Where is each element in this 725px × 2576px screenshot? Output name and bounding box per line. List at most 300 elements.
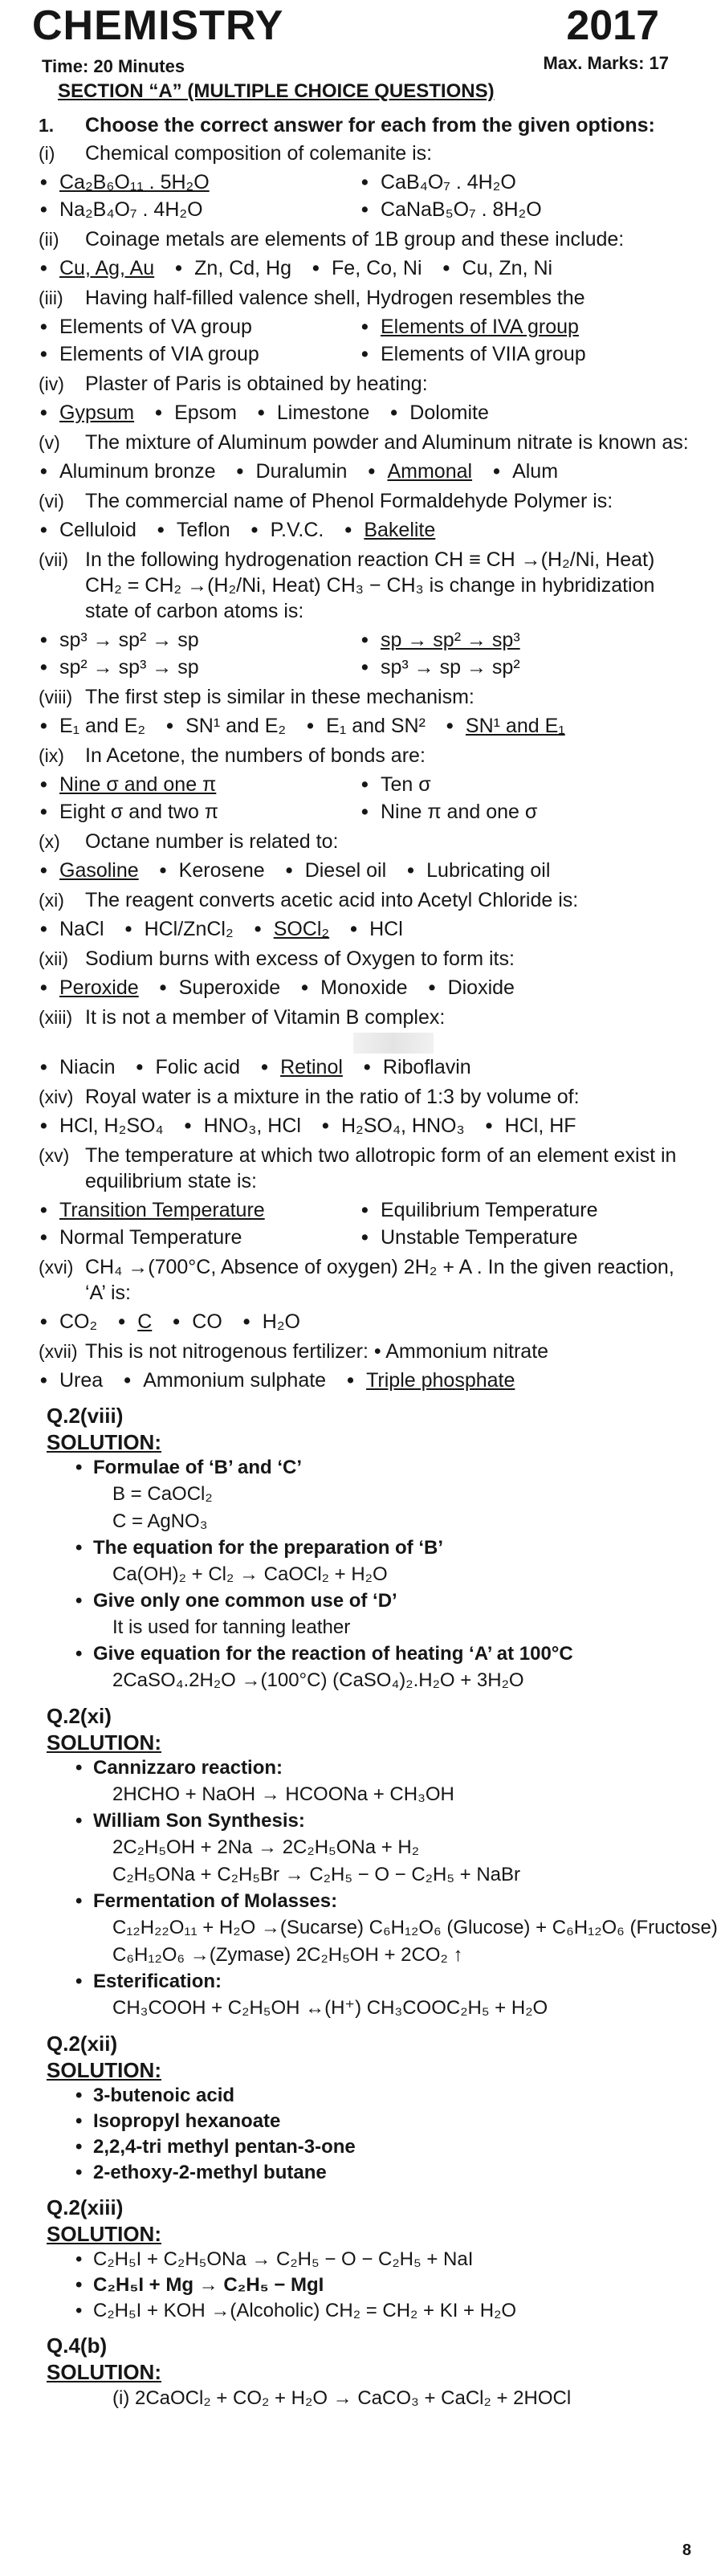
bullet-icon: •: [75, 1537, 83, 1559]
question-text: This is not nitrogenous fertilizer: • Ammonium nitrate: [85, 1340, 549, 1363]
correct-option-label: SOCl₂: [273, 918, 330, 940]
option-item: [173, 1308, 222, 1335]
bullet-icon: •: [485, 1115, 493, 1137]
option-item: [40, 1367, 103, 1394]
solution-text: Cannizzaro reaction:: [93, 1757, 283, 1779]
option-label: H₂O: [262, 1310, 300, 1333]
option-label: E₁ and SN²: [326, 715, 426, 737]
option-item: [124, 1367, 326, 1394]
bullet-icon: •: [40, 519, 47, 541]
bullet-icon: •: [442, 257, 450, 279]
bullet-icon: •: [361, 656, 369, 679]
mcq-question: [0, 829, 725, 854]
bullet-icon: •: [285, 859, 293, 882]
option-item: [40, 1054, 115, 1081]
correct-option-label: Triple phosphate: [366, 1369, 515, 1392]
question-text: Royal water is a mixture in the ratio of 1:3 by volume of:: [85, 1086, 580, 1108]
option-item: [443, 255, 553, 282]
option-label: Nine π and one σ: [381, 801, 538, 823]
mcq-question: [0, 547, 725, 624]
bullet-icon: •: [40, 859, 47, 882]
mcq-question: [0, 1005, 725, 1030]
solution-title: Q.2(xiii): [47, 2195, 124, 2219]
bullet-icon: •: [75, 2162, 83, 2183]
bullet-icon: •: [261, 1056, 268, 1078]
correct-option-label: Peroxide: [59, 976, 139, 999]
option-item: [312, 255, 422, 282]
question-text: The reagent converts acetic acid into Acetyl Chloride is:: [85, 889, 579, 911]
correct-option-label: Elements of IVA group: [381, 316, 579, 338]
correct-option-label: Ca₂B₆O₁₁ . 5H₂O: [59, 171, 210, 194]
option-label: HCl/ZnCl₂: [144, 918, 234, 940]
solution-equation: It is used for tanning leather: [112, 1616, 351, 1638]
option-item: [40, 974, 139, 1001]
question-number: (iii): [39, 287, 63, 308]
solution-equation: 2HCHO + NaOH → HCOONa + CH₃OH: [112, 1783, 454, 1805]
option-item: [364, 1054, 471, 1081]
exam-year: 2017: [566, 2, 659, 49]
bullet-icon: •: [159, 859, 167, 882]
option-item: [185, 1112, 301, 1139]
bullet-icon: •: [75, 2248, 83, 2270]
bullet-icon: •: [361, 773, 369, 796]
option-label: Teflon: [176, 519, 230, 541]
question-number: (viii): [39, 687, 73, 707]
option-item: [361, 1224, 682, 1251]
option-label: Ammonium sulphate: [143, 1369, 327, 1392]
option-item: [361, 196, 682, 223]
question-number: 1.: [39, 115, 55, 136]
option-label: Epsom: [174, 401, 237, 424]
bullet-icon: •: [124, 1369, 131, 1392]
option-item: [251, 516, 324, 544]
option-item: [361, 654, 682, 681]
page-number: 8: [682, 2541, 691, 2559]
bullet-icon: •: [75, 1757, 83, 1779]
option-label: Urea: [59, 1369, 104, 1392]
option-label: Dioxide: [447, 976, 515, 999]
option-label: CaB₄O₇ . 4H₂O: [381, 171, 516, 194]
solution-text: The equation for the preparation of ‘B’: [93, 1537, 444, 1559]
option-item: [258, 399, 369, 426]
correct-option-label: Transition Temperature: [59, 1199, 265, 1221]
solution-point: [0, 1755, 725, 1781]
smudge-mark: [353, 1033, 434, 1054]
solution-equation: (i) 2CaOCl₂ + CO₂ + H₂O → CaCO₃ + CaCl₂ + 2HOCl: [112, 2387, 572, 2409]
question-1: [0, 112, 725, 138]
max-marks: Max. Marks: 17: [543, 53, 669, 73]
page-content: [0, 112, 725, 2412]
bullet-icon: •: [307, 715, 314, 737]
option-label: Lubricating oil: [426, 859, 551, 882]
bullet-icon: •: [75, 1643, 83, 1665]
option-item: [40, 340, 361, 368]
bullet-icon: •: [40, 460, 47, 483]
solution-text: 2,2,4-tri methyl pentan-3-one: [93, 2136, 356, 2158]
option-item: [40, 1112, 164, 1139]
option-label: Diesel oil: [304, 859, 387, 882]
question-number: (v): [39, 432, 60, 453]
option-label: E₁ and E₂: [59, 715, 146, 737]
question-number: (ii): [39, 229, 59, 250]
bullet-icon: •: [75, 2136, 83, 2158]
option-label: Limestone: [276, 401, 370, 424]
bullet-icon: •: [40, 976, 47, 999]
bullet-icon: •: [40, 198, 47, 221]
option-label: CaNaB₅O₇ . 8H₂O: [381, 198, 542, 221]
bullet-icon: •: [446, 715, 454, 737]
question-text: Choose the correct answer for each from the given options:: [85, 114, 655, 137]
solution-equation: C = AgNO₃: [112, 1510, 208, 1532]
solution-heading: SOLUTION:: [47, 2222, 161, 2246]
bullet-icon: •: [75, 1971, 83, 1992]
option-label: Equilibrium Temperature: [381, 1199, 598, 1221]
question-number: (xv): [39, 1145, 70, 1166]
option-label: NaCl: [59, 918, 104, 940]
question-number: (x): [39, 831, 60, 852]
mcq-question: [0, 1084, 725, 1110]
section-heading: SECTION “A” (MULTIPLE CHOICE QUESTIONS): [58, 80, 495, 102]
option-item: [160, 974, 280, 1001]
solution-equation: Ca(OH)₂ + Cl₂ → CaOCl₂ + H₂O: [112, 1563, 388, 1585]
solution-point: [0, 1808, 725, 1834]
solution-text: Give only one common use of ‘D’: [93, 1590, 397, 1612]
option-item: [261, 1054, 343, 1081]
solution-text: 2-ethoxy-2-methyl butane: [93, 2162, 327, 2183]
solution-text: 3-butenoic acid: [93, 2085, 235, 2106]
option-label: HNO₃, HCl: [203, 1115, 301, 1137]
question-number: (xvii): [39, 1341, 78, 1362]
bullet-icon: •: [166, 715, 173, 737]
mcq-question: [0, 226, 725, 252]
bullet-icon: •: [250, 519, 259, 541]
correct-option-label: Ammonal: [387, 460, 473, 483]
subject-title: CHEMISTRY: [32, 2, 284, 49]
option-item: [361, 1196, 682, 1224]
option-item: [40, 255, 154, 282]
option-label: sp² → sp³ → sp: [59, 656, 199, 679]
option-item: [307, 712, 426, 740]
option-item: [361, 313, 682, 340]
option-label: Fe, Co, Ni: [332, 257, 422, 279]
bullet-icon: •: [361, 343, 369, 365]
solution-point: [0, 2083, 725, 2109]
correct-option-label: Gypsum: [59, 401, 135, 424]
option-item: [486, 1112, 576, 1139]
option-item: [255, 915, 329, 943]
bullet-icon: •: [312, 257, 320, 279]
bullet-icon: •: [40, 1115, 47, 1137]
solution-title: Q.2(xi): [47, 1704, 112, 1728]
solution-equation: C₂H₅ONa + C₂H₅Br → C₂H₅ − O − C₂H₅ + NaBr: [112, 1864, 521, 1885]
mcq-question: [0, 1254, 725, 1306]
bullet-icon: •: [368, 460, 376, 483]
time-allowed: Time: 20 Minutes: [42, 56, 185, 76]
bullet-icon: •: [75, 2274, 83, 2296]
option-item: [347, 1367, 515, 1394]
question-text: CH₄ →(700°C, Absence of oxygen) 2H₂ + A . In the given reaction, ‘A’ is:: [85, 1256, 674, 1304]
bullet-icon: •: [40, 656, 47, 679]
options-list: [0, 516, 725, 544]
option-item: [125, 915, 234, 943]
options-list: [0, 1054, 725, 1081]
bullet-icon: •: [159, 976, 167, 999]
option-item: [136, 1054, 240, 1081]
option-item: [40, 857, 139, 884]
solutions-list: [0, 1402, 725, 2412]
options-list: [0, 313, 725, 368]
bullet-icon: •: [40, 401, 47, 424]
option-label: Ten σ: [381, 773, 431, 796]
question-text: The first step is similar in these mechanism:: [85, 686, 475, 708]
option-item: [166, 712, 286, 740]
bullet-icon: •: [40, 316, 47, 338]
bullet-icon: •: [40, 171, 47, 194]
mcq-question: [0, 488, 725, 514]
solution-text: Fermentation of Molasses:: [93, 1890, 338, 1912]
option-label: HCl, H₂SO₄: [59, 1115, 164, 1137]
solution-text: William Son Synthesis:: [93, 1810, 305, 1832]
bullet-icon: •: [40, 343, 47, 365]
mcq-question: [0, 371, 725, 397]
option-label: Duralumin: [255, 460, 348, 483]
option-item: [243, 1308, 300, 1335]
bullet-icon: •: [124, 918, 132, 940]
option-item: [237, 458, 348, 485]
mcq-question: [0, 946, 725, 972]
solution-equation: 2CaSO₄.2H₂O →(100°C) (CaSO₄)₂.H₂O + 3H₂O: [112, 1669, 524, 1691]
option-label: Folic acid: [155, 1056, 241, 1078]
option-item: [40, 458, 216, 485]
question-text: The mixture of Aluminum powder and Aluminum nitrate is known as:: [85, 431, 689, 454]
option-label: Na₂B₄O₇ . 4H₂O: [59, 198, 203, 221]
bullet-icon: •: [350, 918, 357, 940]
bullet-icon: •: [75, 2300, 83, 2321]
correct-option-label: Bakelite: [364, 519, 436, 541]
bullet-icon: •: [173, 1310, 181, 1333]
correct-option-label: Nine σ and one π: [59, 773, 217, 796]
question-text: Sodium burns with excess of Oxygen to form its:: [85, 948, 515, 970]
solution-point: [0, 2272, 725, 2298]
option-item: [40, 712, 145, 740]
question-text: Having half-filled valence shell, Hydrogen resembles the: [85, 287, 585, 309]
bullet-icon: •: [242, 1310, 250, 1333]
solution-text: Formulae of ‘B’ and ‘C’: [93, 1457, 303, 1478]
bullet-icon: •: [40, 1369, 47, 1392]
question-text: It is not a member of Vitamin B complex:: [85, 1006, 446, 1029]
mcq-question: [0, 684, 725, 710]
option-label: Elements of VIIA group: [381, 343, 586, 365]
mcq-question: [0, 1143, 725, 1194]
bullet-icon: •: [390, 401, 398, 424]
option-label: Elements of VIA group: [59, 343, 259, 365]
bullet-icon: •: [40, 773, 47, 796]
question-text: The commercial name of Phenol Formaldehyde Polymer is:: [85, 490, 613, 512]
options-list: [0, 1308, 725, 1335]
solution-point: [0, 1641, 725, 1667]
option-label: SN¹ and E₂: [185, 715, 287, 737]
option-item: [361, 771, 682, 798]
bullet-icon: •: [155, 401, 162, 424]
correct-option-label: Gasoline: [59, 859, 139, 882]
option-item: [40, 915, 104, 943]
options-list: [0, 1196, 725, 1251]
option-label: CO: [192, 1310, 222, 1333]
solution-title: Q.4(b): [47, 2333, 108, 2358]
option-label: Cu, Zn, Ni: [462, 257, 553, 279]
correct-option-label: Retinol: [280, 1056, 343, 1078]
options-list: [0, 1367, 725, 1394]
bullet-icon: •: [361, 316, 369, 338]
option-item: [446, 712, 565, 740]
bullet-icon: •: [136, 1056, 144, 1078]
options-list: [0, 857, 725, 884]
option-item: [344, 516, 435, 544]
option-item: [361, 169, 682, 196]
option-label: Monoxide: [320, 976, 408, 999]
option-label: Celluloid: [59, 519, 136, 541]
question-number: (vi): [39, 491, 64, 512]
option-item: [157, 516, 230, 544]
option-label: Kerosene: [178, 859, 265, 882]
option-label: Elements of VA group: [59, 316, 252, 338]
options-list: [0, 626, 725, 681]
solution-title: Q.2(xii): [47, 2032, 118, 2056]
question-number: (xii): [39, 948, 69, 969]
solution-text: Isopropyl hexanoate: [93, 2110, 281, 2132]
option-item: [160, 857, 265, 884]
option-label: Riboflavin: [382, 1056, 471, 1078]
options-list: [0, 1112, 725, 1139]
option-item: [361, 626, 682, 654]
bullet-icon: •: [40, 918, 47, 940]
question-text: The temperature at which two allotropic form of an element exist in equilibrium state is:: [85, 1144, 677, 1192]
option-item: [40, 798, 361, 825]
solution-equation: C₆H₁₂O₆ →(Zymase) 2C₂H₅OH + 2CO₂ ↑: [112, 1944, 463, 1966]
bullet-icon: •: [40, 1199, 47, 1221]
question-text: Octane number is related to:: [85, 830, 339, 853]
question-text: In the following hydrogenation reaction CH ≡ CH →(H₂/Ni, Heat) CH₂ = CH₂ →(H₂/Ni, Heat) CH₃ − CH₃ is change in hybridization state of carbon atoms is:: [85, 548, 655, 622]
option-label: P.V.C.: [270, 519, 324, 541]
question-number: (xi): [39, 890, 64, 911]
bullet-icon: •: [361, 171, 369, 194]
solution-text: C₂H₅I + Mg → C₂H₅ − MgI: [93, 2274, 324, 2296]
mcq-question: [0, 285, 725, 311]
solution-equation: C₁₂H₂₂O₁₁ + H₂O →(Sucarse) C₆H₁₂O₆ (Glucose) + C₆H₁₂O₆ (Fructose): [112, 1917, 718, 1938]
question-text: In Acetone, the numbers of bonds are:: [85, 744, 426, 767]
bullet-icon: •: [361, 198, 369, 221]
mcq-question: [0, 887, 725, 913]
question-number: (xiii): [39, 1007, 73, 1028]
option-label: Zn, Cd, Hg: [194, 257, 292, 279]
bullet-icon: •: [75, 2085, 83, 2106]
solution-heading: SOLUTION:: [47, 1730, 161, 1755]
option-label: Eight σ and two π: [59, 801, 219, 823]
option-item: [493, 458, 558, 485]
solution-equation: 2C₂H₅OH + 2Na → 2C₂H₅ONa + H₂: [112, 1836, 420, 1858]
bullet-icon: •: [75, 1590, 83, 1612]
solution-text: C₂H₅I + KOH →(Alcoholic) CH₂ = CH₂ + KI + H₂O: [93, 2300, 517, 2321]
option-label: Superoxide: [178, 976, 281, 999]
option-item: [407, 857, 550, 884]
bullet-icon: •: [361, 1226, 369, 1249]
solution-point: [0, 2134, 725, 2160]
solution-text: Give equation for the reaction of heating ‘A’ at 100°C: [93, 1643, 573, 1665]
option-label: HCl: [369, 918, 403, 940]
options-list: [0, 255, 725, 282]
bullet-icon: •: [321, 1115, 329, 1137]
option-label: Alum: [512, 460, 559, 483]
solution-heading: SOLUTION:: [47, 1430, 161, 1454]
bullet-icon: •: [40, 629, 47, 651]
option-item: [40, 516, 136, 544]
correct-option-label: sp → sp² → sp³: [381, 629, 520, 651]
option-label: Niacin: [59, 1056, 116, 1078]
option-label: sp³ → sp → sp²: [381, 656, 520, 679]
correct-option-label: SN¹ and E₁: [465, 715, 565, 737]
option-item: [40, 771, 361, 798]
solution-equation: CH₃COOH + C₂H₅OH ↔(H⁺) CH₃COOC₂H₅ + H₂O: [112, 1997, 548, 2019]
option-label: H₂SO₄, HNO₃: [340, 1115, 465, 1137]
option-item: [286, 857, 386, 884]
bullet-icon: •: [236, 460, 244, 483]
bullet-icon: •: [40, 1056, 47, 1078]
bullet-icon: •: [344, 519, 352, 541]
bullet-icon: •: [175, 257, 182, 279]
bullet-icon: •: [40, 257, 47, 279]
option-item: [301, 974, 407, 1001]
bullet-icon: •: [184, 1115, 192, 1137]
option-item: [40, 313, 361, 340]
solution-point: [0, 1889, 725, 1914]
bullet-icon: •: [75, 1810, 83, 1832]
solution-point: [0, 2109, 725, 2134]
bullet-icon: •: [40, 801, 47, 823]
option-label: HCl, HF: [504, 1115, 576, 1137]
bullet-icon: •: [347, 1369, 354, 1392]
option-item: [322, 1112, 465, 1139]
option-label: Unstable Temperature: [381, 1226, 578, 1249]
solution-point: [0, 2160, 725, 2186]
option-label: sp³ → sp² → sp: [59, 629, 199, 651]
option-item: [361, 798, 682, 825]
option-item: [118, 1308, 152, 1335]
option-item: [350, 915, 403, 943]
bullet-icon: •: [361, 801, 369, 823]
option-label: Normal Temperature: [59, 1226, 242, 1249]
bullet-icon: •: [40, 1226, 47, 1249]
option-item: [390, 399, 489, 426]
solution-point: [0, 2247, 725, 2272]
option-item: [429, 974, 515, 1001]
option-item: [368, 458, 472, 485]
solution-point: [0, 1535, 725, 1561]
option-item: [40, 626, 361, 654]
solution-point: [0, 1455, 725, 1481]
question-number: (ix): [39, 745, 64, 766]
bullet-icon: •: [361, 1199, 369, 1221]
solution-heading: SOLUTION:: [47, 2058, 161, 2082]
bullet-icon: •: [75, 1890, 83, 1912]
bullet-icon: •: [257, 401, 265, 424]
options-list: [0, 712, 725, 740]
options-list: [0, 399, 725, 426]
solution-text: C₂H₅I + C₂H₅ONa → C₂H₅ − O − C₂H₅ + NaI: [93, 2248, 474, 2270]
question-text: Chemical composition of colemanite is:: [85, 142, 433, 165]
correct-option-label: C: [137, 1310, 153, 1333]
option-label: CO₂: [59, 1310, 98, 1333]
bullet-icon: •: [361, 629, 369, 651]
